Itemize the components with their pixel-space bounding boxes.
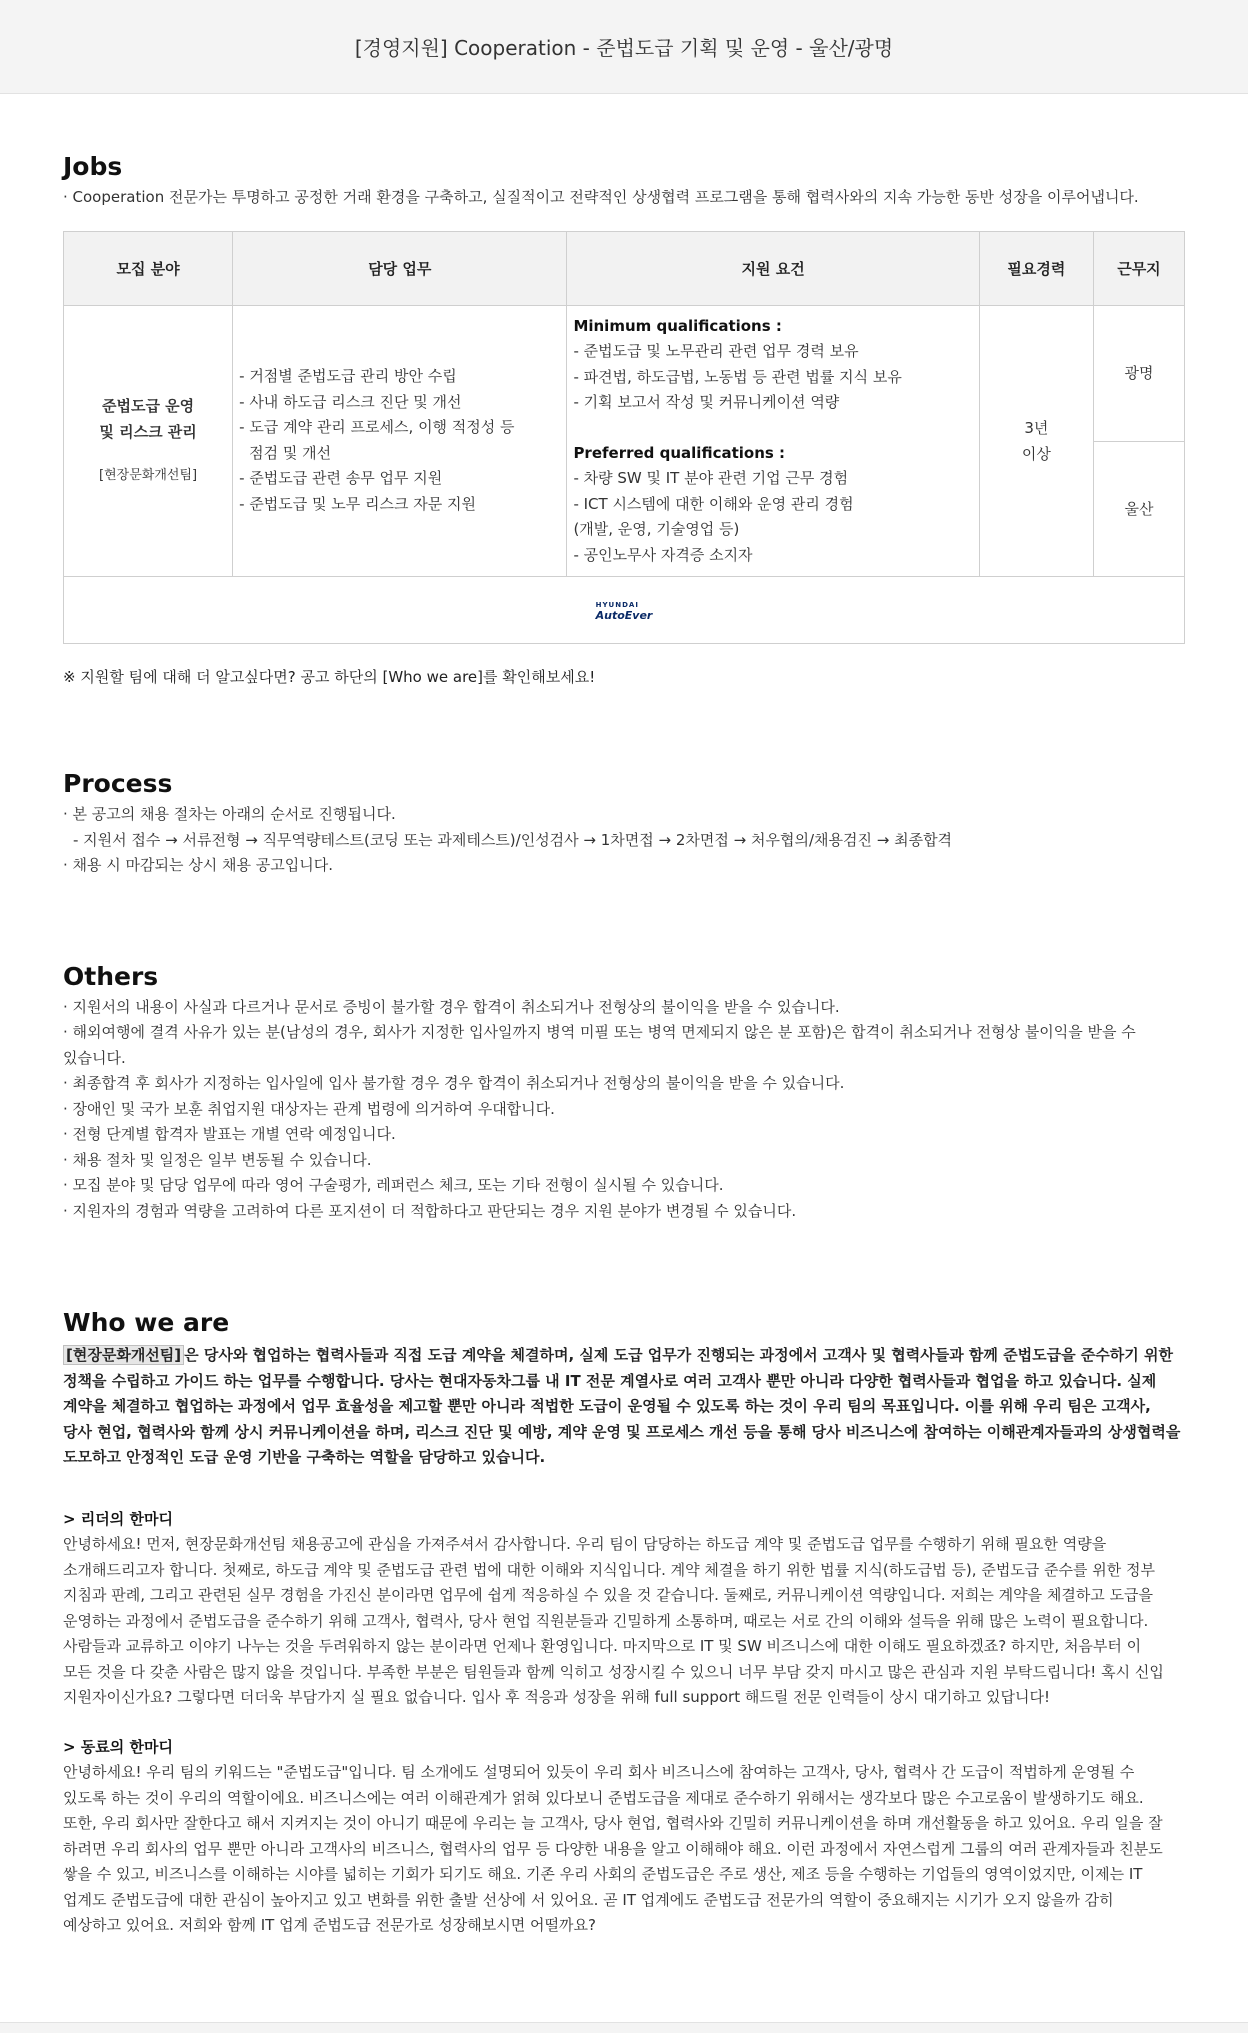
who-intro bbox=[63, 1343, 1185, 1471]
table-logo-row bbox=[64, 577, 1185, 644]
field-team: [현장문화개선팀] bbox=[99, 467, 198, 483]
who-intro-line: 은 당사와 협업하는 협력사들과 직접 도급 계약을 체결하며, 실제 도급 업무가 진행되는 과정에서 고객사 및 협력사들과 함께 준법도급을 준수하기 위한 bbox=[184, 1346, 1173, 1364]
duties-cell bbox=[233, 305, 567, 577]
requirements-cell bbox=[567, 305, 979, 577]
hyundai-autoever-logo bbox=[596, 598, 653, 620]
duty-item: - 도급 계약 관리 프로세스, 이행 적정성 등 bbox=[239, 418, 515, 437]
colleague-line: 또한, 우리 회사만 잘한다고 해서 지켜지는 것이 아니기 때문에 우리는 늘 고객사, 당사 현업, 협력사와 긴밀히 커뮤니케이션을 하며 개선활동을 하고 있어요. 우리 일을 잘 bbox=[63, 1814, 1163, 1832]
colleague-title: > 동료의 한마디 bbox=[63, 1737, 173, 1756]
process-heading: Process bbox=[63, 769, 173, 798]
header-duties: 담당 업무 bbox=[233, 231, 567, 305]
location-gwangmyeong: 광명 bbox=[1093, 305, 1184, 441]
who-intro-line: 정책을 수립하고 가이드 하는 업무를 수행합니다. 당사는 현대자동차그룹 내 IT 전문 계열사로 여러 고객사 뿐만 아니라 다양한 협력사들과 협업을 하고 있습니다. 실제 bbox=[63, 1371, 1157, 1390]
field-name-line1: 준법도급 운영 bbox=[101, 396, 195, 415]
min-qualifications-title: Minimum qualifications : bbox=[573, 316, 782, 335]
colleague-line: 있도록 하는 것이 우리의 역할이에요. 비즈니스에는 여러 이해관계가 얽혀 있다보니 준법도급을 제대로 준수하기 위해서는 생각보다 많은 수고로움이 발생하기도 해요. bbox=[63, 1788, 1144, 1807]
colleague-line: 업계도 준법도급에 대한 관심이 높아지고 있고 변화를 위한 출발 선상에 서 있어요. 곧 IT 업계에도 준법도급 전문가의 역할이 중요해지는 시기가 오지 않을까 감히 bbox=[63, 1890, 1114, 1909]
pref-item: (개발, 운영, 기술영업 등) bbox=[573, 520, 740, 538]
pref-item: - 공인노무사 자격증 소지자 bbox=[573, 545, 753, 564]
leader-line: 안녕하세요! 먼저, 현장문화개선팀 채용공고에 관심을 가져주셔서 감사합니다. 우리 팀이 담당하는 하도급 계약 및 준법도급 업무를 수행하기 위해 필요한 역량을 bbox=[63, 1535, 1107, 1553]
table-row bbox=[64, 305, 1185, 441]
min-item: - 준법도급 및 노무관리 관련 업무 경력 보유 bbox=[573, 342, 859, 360]
duty-item: - 사내 하도급 리스크 진단 및 개선 bbox=[239, 392, 462, 411]
jobs-table bbox=[63, 231, 1185, 645]
leader-message bbox=[63, 1532, 1185, 1711]
leader-line: 모든 것을 다 갖춘 사람은 많지 않을 것입니다. 부족한 부분은 팀원들과 함께 익히고 성장시킬 수 있으니 너무 부담 갖지 마시고 많은 관심과 지원 부탁드립니다! 혹시 신입 bbox=[63, 1662, 1164, 1681]
leader-title: > 리더의 한마디 bbox=[63, 1509, 173, 1528]
jobs-heading: Jobs bbox=[63, 152, 123, 181]
pref-item: - 차량 SW 및 IT 분야 관련 기업 근무 경험 bbox=[573, 469, 849, 487]
career-cell bbox=[979, 305, 1093, 577]
pref-item: - ICT 시스템에 대한 이해와 운영 관리 경험 bbox=[573, 494, 854, 513]
process-section bbox=[63, 769, 1185, 879]
team-note: ※ 지원할 팀에 대해 더 알고싶다면? 공고 하단의 [Who we are]를 확인해보세요! bbox=[63, 668, 596, 686]
colleague-line: 예상하고 있어요. 저희와 함께 IT 업계 준법도급 전문가로 성장해보시면 어떨까요? bbox=[63, 1916, 596, 1934]
others-line: · 지원서의 내용이 사실과 다르거나 문서로 증빙이 불가할 경우 합격이 취소되거나 전형상의 불이익을 받을 수 있습니다. bbox=[63, 997, 840, 1016]
career-line2: 이상 bbox=[1021, 444, 1051, 463]
page-title: [경영지원] Cooperation - 준법도급 기획 및 운영 - 울산/광명 bbox=[354, 36, 894, 60]
others-line: · 최종합격 후 회사가 지정하는 입사일에 입사 불가할 경우 경우 합격이 취소되거나 전형상의 불이익을 받을 수 있습니다. bbox=[63, 1074, 845, 1092]
others-line: · 해외여행에 결격 사유가 있는 분(남성의 경우, 회사가 지정한 입사일까지 병역 미필 또는 병역 면제되지 않은 분 포함)은 합격이 취소되거나 전형상 불이익을 받을 수 bbox=[63, 1023, 1136, 1041]
header-career: 필요경력 bbox=[979, 231, 1093, 305]
header-bar bbox=[0, 0, 1248, 94]
location-ulsan: 울산 bbox=[1093, 441, 1184, 576]
others-section bbox=[63, 962, 1185, 1225]
leader-line: 소개해드리고자 합니다. 첫째로, 하도급 계약 및 준법도급 관련 법에 대한 이해와 지식입니다. 계약 체결을 하기 위한 법률 지식(하도급법 등), 준법도급 준수를 위한 정부 bbox=[63, 1560, 1156, 1579]
others-line: · 채용 절차 및 일정은 일부 변동될 수 있습니다. bbox=[63, 1150, 372, 1169]
others-line: · 지원자의 경험과 역량을 고려하여 다른 포지션이 더 적합하다고 판단되는 경우 지원 분야가 변경될 수 있습니다. bbox=[63, 1201, 797, 1220]
duty-item: - 준법도급 관련 송무 업무 지원 bbox=[239, 469, 443, 488]
leader-line: 사람들과 교류하고 이야기 나누는 것을 두려워하지 않는 분이라면 언제나 환영입니다. 마지막으로 IT 및 SW 비즈니스에 대한 이해도 필요하겠죠? 하지만, 처음부터 이 bbox=[63, 1637, 1142, 1655]
colleague-message bbox=[63, 1760, 1185, 1939]
colleague-line: 하려면 우리 회사의 업무 뿐만 아니라 고객사의 비즈니스, 협력사의 업무 등 다양한 내용을 알고 이해해야 해요. 이런 과정에서 자연스럽게 그룹의 여러 관계자들과 친분도 bbox=[63, 1839, 1163, 1858]
others-line: 있습니다. bbox=[63, 1048, 126, 1067]
process-steps: - 지원서 접수 → 서류전형 → 직무역량테스트(코딩 또는 과제테스트)/인성검사 → 1차면접 → 2차면접 → 처우협의/채용검진 → 최종합격 bbox=[73, 830, 953, 849]
duty-item: 점검 및 개선 bbox=[249, 443, 332, 462]
team-tag-highlight: [현장문화개선팀] bbox=[63, 1345, 184, 1365]
min-item: - 기획 보고서 작성 및 커뮤니케이션 역량 bbox=[573, 393, 840, 411]
others-heading: Others bbox=[63, 961, 159, 991]
logo-hyundai-text: HYUNDAI bbox=[595, 600, 639, 609]
who-intro-line: 계약을 체결하고 협업하는 과정에서 업무 효율성을 제고할 뿐만 아니라 적법한 도급이 운영될 수 있도록 하는 것이 우리 팀의 목표입니다. 이를 위해 우리 팀은 고객사, bbox=[63, 1397, 1151, 1415]
table-header-row bbox=[64, 231, 1185, 305]
who-intro-line: 도모하고 안정적인 도급 운영 기반을 구축하는 역할을 담당하고 있습니다. bbox=[63, 1448, 546, 1466]
others-line: · 모집 분야 및 담당 업무에 따라 영어 구술평가, 레퍼런스 체크, 또는 기타 전형이 실시될 수 있습니다. bbox=[63, 1176, 724, 1194]
colleague-line: 안녕하세요! 우리 팀의 키워드는 "준법도급"입니다. 팀 소개에도 설명되어 있듯이 우리 회사 비즈니스에 참여하는 고객사, 당사, 협력사 간 도급이 적법하게 운영될 수 bbox=[63, 1763, 1135, 1781]
duty-item: - 거점별 준법도급 관리 방안 수립 bbox=[239, 367, 457, 386]
header-field: 모집 분야 bbox=[64, 231, 233, 305]
field-name-line2: 및 리스크 관리 bbox=[99, 422, 197, 441]
process-line: · 본 공고의 채용 절차는 아래의 순서로 진행됩니다. bbox=[63, 805, 396, 823]
colleague-line: 쌓을 수 있고, 비즈니스를 이해하는 시야를 넓히는 기회가 되기도 해요. 기존 우리 사회의 준법도급은 주로 생산, 제조 등을 수행하는 기업들의 영역이었지만, 이제는 IT bbox=[63, 1865, 1143, 1883]
jobs-intro: · Cooperation 전문가는 투명하고 공정한 거래 환경을 구축하고, 실질적이고 전략적인 상생협력 프로그램을 통해 협력사와의 지속 가능한 동반 성장을 이루어냅니다. bbox=[63, 188, 1139, 206]
header-location: 근무지 bbox=[1093, 231, 1184, 305]
others-line: · 장애인 및 국가 보훈 취업지원 대상자는 관계 법령에 의거하여 우대합니다. bbox=[63, 1099, 555, 1118]
header-requirements: 지원 요건 bbox=[567, 231, 979, 305]
footer-bar bbox=[0, 2022, 1248, 2033]
leader-line: 운영하는 과정에서 준법도급을 준수하기 위해 고객사, 협력사, 당사 현업 직원분들과 긴밀하게 소통하며, 때로는 서로 간의 이해와 설득을 위해 많은 노력이 필요합니다. bbox=[63, 1611, 1149, 1630]
main-content bbox=[0, 94, 1248, 1939]
field-cell bbox=[64, 305, 233, 577]
who-heading: Who we are bbox=[63, 1308, 230, 1337]
logo-cell bbox=[64, 577, 1185, 644]
min-item: - 파견법, 하도급법, 노동법 등 관련 법률 지식 보유 bbox=[573, 367, 902, 386]
who-intro-line: 당사 현업, 협력사와 함께 상시 커뮤니케이션을 하며, 리스크 진단 및 예방, 계약 운영 및 프로세스 개선 등을 통해 당사 비즈니스에 참여하는 이해관계자들과의 상생협력을 bbox=[63, 1422, 1181, 1441]
career-line1: 3년 bbox=[1024, 418, 1049, 437]
leader-line: 지원자이신가요? 그렇다면 더더욱 부담가지 실 필요 없습니다. 입사 후 적응과 성장을 위해 full support 해드릴 전문 인력들이 상시 대기하고 있답니다! bbox=[63, 1688, 1051, 1706]
process-line: · 채용 시 마감되는 상시 채용 공고입니다. bbox=[63, 856, 333, 874]
pref-qualifications-title: Preferred qualifications : bbox=[573, 443, 786, 462]
who-section bbox=[63, 1308, 1185, 1939]
others-line: · 전형 단계별 합격자 발표는 개별 연락 예정입니다. bbox=[63, 1125, 396, 1143]
leader-line: 지침과 판례, 그리고 관련된 실무 경험을 가진신 분이라면 업무에 쉽게 적응하실 수 있을 것 같습니다. 둘째로, 커뮤니케이션 역량입니다. 저희는 계약을 체결하고 도급을 bbox=[63, 1586, 1154, 1604]
jobs-section bbox=[63, 94, 1185, 687]
logo-autoever-text: AutoEver bbox=[595, 608, 653, 622]
duty-item: - 준법도급 및 노무 리스크 자문 지원 bbox=[239, 494, 477, 513]
